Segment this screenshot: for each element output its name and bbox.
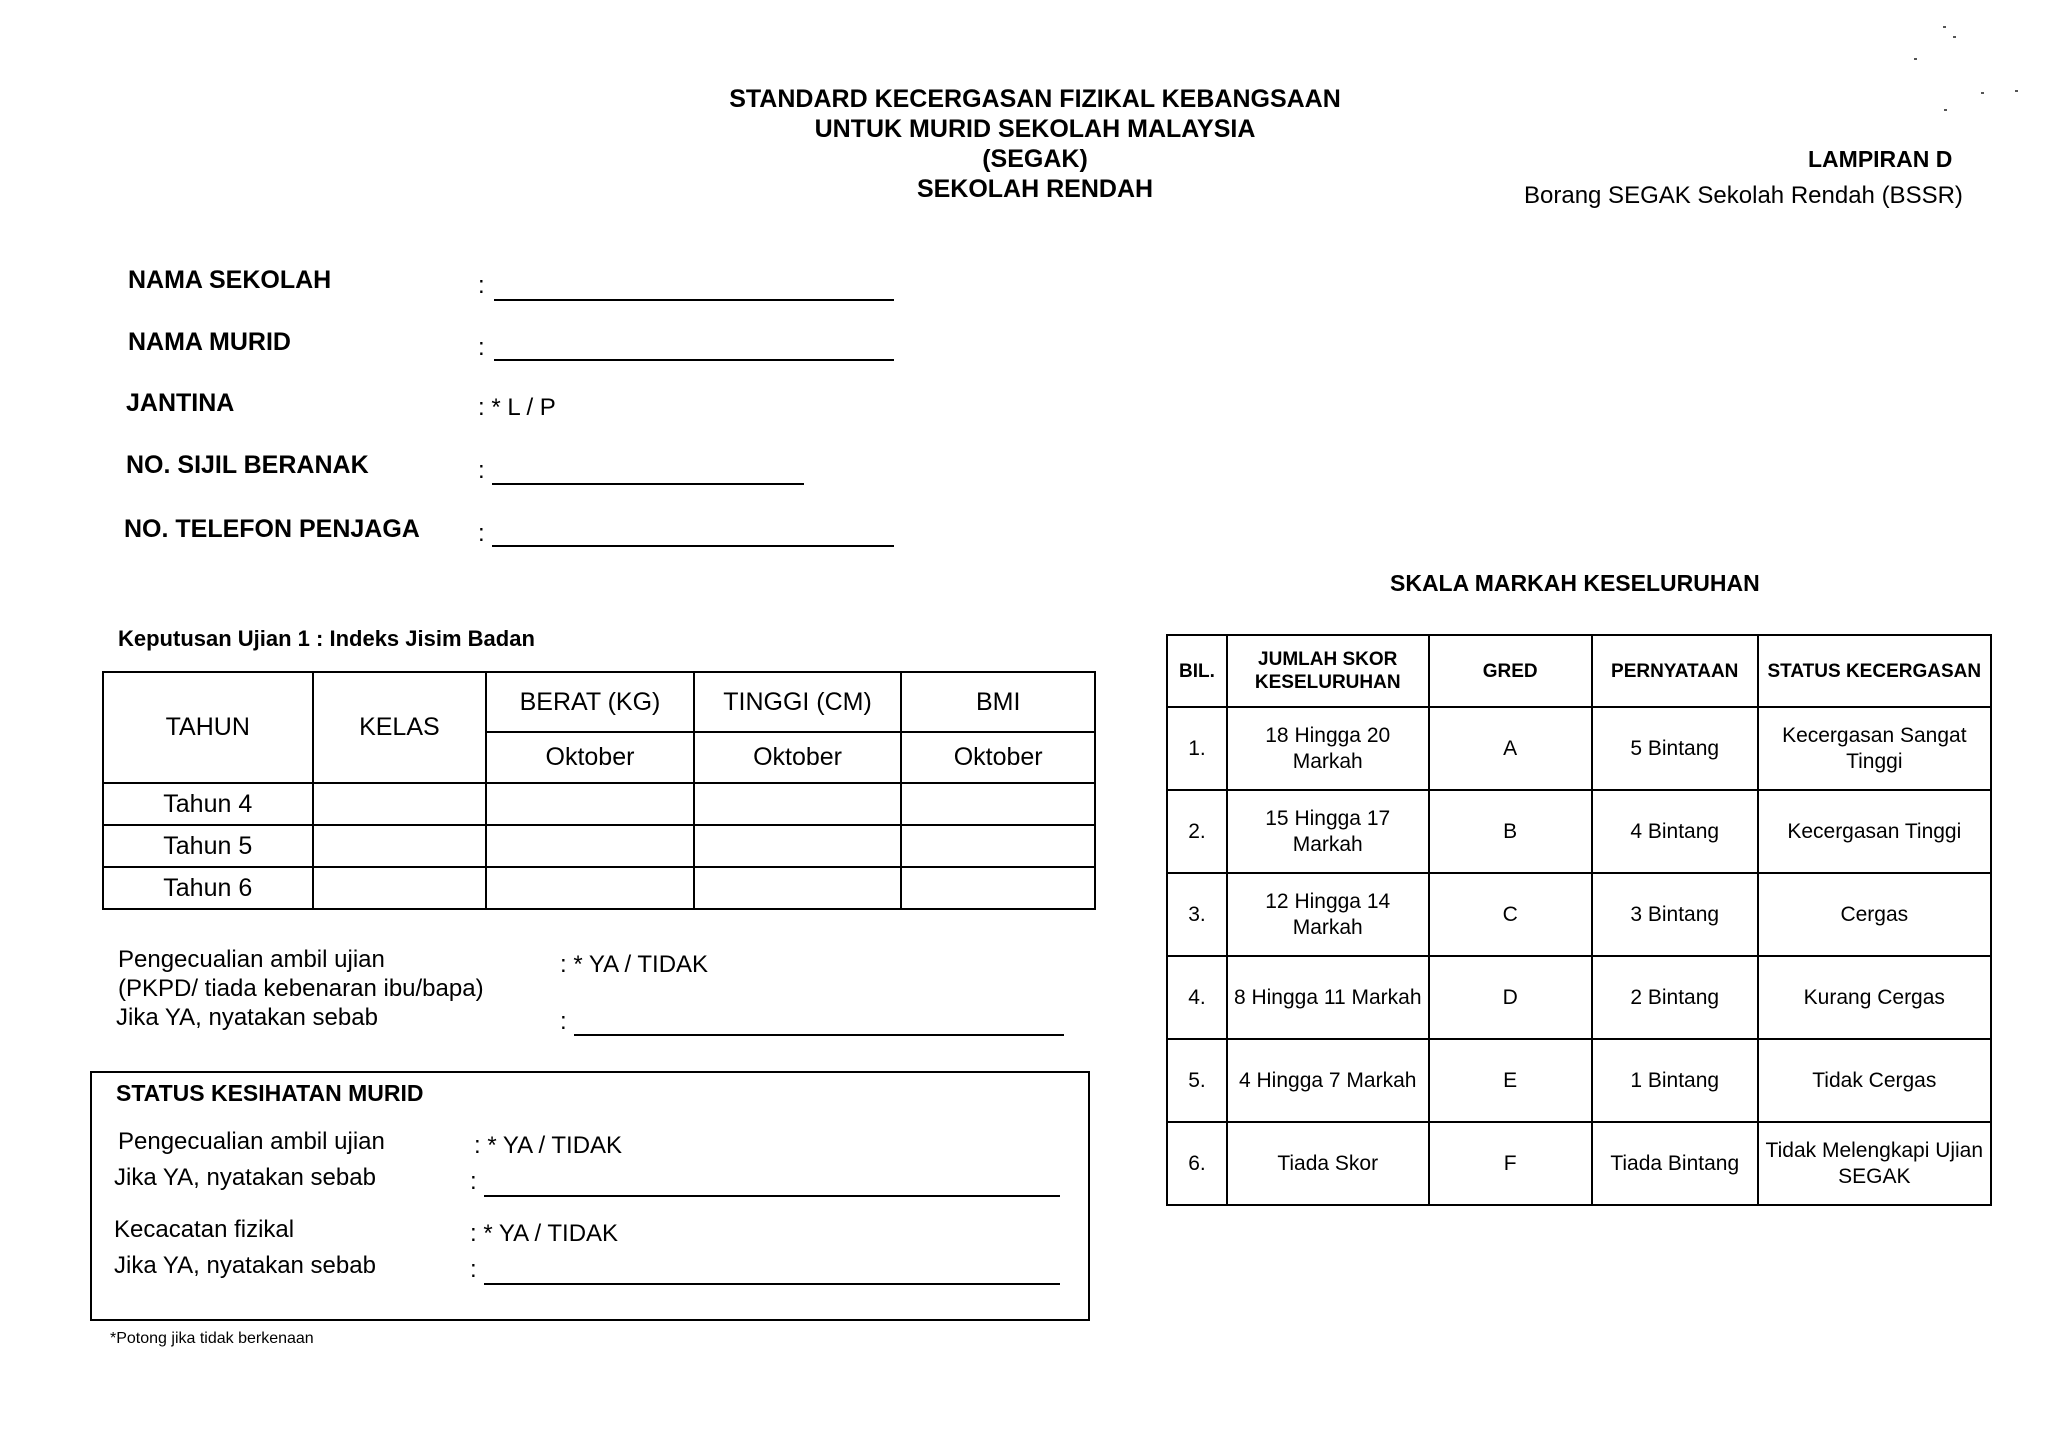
table-row	[1167, 707, 1991, 790]
class-cell[interactable]	[313, 867, 487, 909]
row-number: 3.	[1167, 873, 1227, 956]
exemption-label: Pengecualian ambil ujian	[118, 946, 385, 973]
guardian-phone-label: NO. TELEFON PENJAGA	[124, 515, 420, 543]
statement: 4 Bintang	[1592, 790, 1758, 873]
statement: 1 Bintang	[1592, 1039, 1758, 1122]
header-fitness-status: STATUS KECERGASAN	[1758, 635, 1991, 707]
bmi-cell[interactable]	[901, 825, 1095, 867]
disability-label: Kecacatan fizikal	[114, 1216, 295, 1243]
scan-speck	[1953, 36, 1956, 38]
title-line-4: SEKOLAH RENDAH	[916, 175, 1154, 203]
row-year: Tahun 4	[103, 783, 313, 825]
grade: C	[1429, 873, 1592, 956]
height-cell[interactable]	[694, 867, 902, 909]
table-row	[1167, 1039, 1991, 1122]
disability-reason-field[interactable]	[484, 1283, 1060, 1285]
grade: A	[1429, 707, 1592, 790]
birth-cert-field[interactable]	[492, 483, 804, 485]
health-exemption-options[interactable]: : * YA / TIDAK	[474, 1132, 623, 1159]
title-line-2: UNTUK MURID SEKOLAH MALAYSIA	[814, 115, 1256, 143]
exemption-options[interactable]: : * YA / TIDAK	[560, 951, 709, 978]
grade: F	[1429, 1122, 1592, 1205]
header-height-month: Oktober	[694, 732, 902, 783]
header-year: TAHUN	[103, 672, 313, 783]
statement: 2 Bintang	[1592, 956, 1758, 1039]
gender-options[interactable]: : * L / P	[478, 394, 556, 421]
guardian-phone-field[interactable]	[492, 545, 894, 547]
form-name: Borang SEGAK Sekolah Rendah (BSSR)	[1524, 182, 1963, 209]
health-status-title: STATUS KESIHATAN MURID	[116, 1080, 424, 1106]
grade: E	[1429, 1039, 1592, 1122]
fitness-status: Tidak Melengkapi Ujian SEGAK	[1758, 1122, 1991, 1205]
fitness-status: Cergas	[1758, 873, 1991, 956]
fitness-status: Tidak Cergas	[1758, 1039, 1991, 1122]
score-range: 12 Hingga 14 Markah	[1227, 873, 1429, 956]
fitness-status: Kecergasan Tinggi	[1758, 790, 1991, 873]
row-number: 2.	[1167, 790, 1227, 873]
disability-options[interactable]: : * YA / TIDAK	[470, 1220, 619, 1247]
bmi-cell[interactable]	[901, 783, 1095, 825]
scan-speck	[1914, 58, 1917, 60]
row-year: Tahun 5	[103, 825, 313, 867]
height-cell[interactable]	[694, 783, 902, 825]
form-title	[640, 84, 1430, 204]
scan-speck	[1944, 109, 1947, 111]
student-name-colon: :	[478, 334, 485, 361]
school-name-field[interactable]	[494, 299, 894, 301]
disability-reason-label: Jika YA, nyatakan sebab	[114, 1252, 376, 1279]
health-exemption-reason-colon: :	[470, 1168, 477, 1195]
exemption-reason-field[interactable]	[574, 1034, 1064, 1036]
title-line-3: (SEGAK)	[982, 145, 1088, 173]
score-scale-table	[1166, 634, 1992, 1206]
score-range: Tiada Skor	[1227, 1122, 1429, 1205]
statement: 3 Bintang	[1592, 873, 1758, 956]
exemption-reason-colon: :	[560, 1008, 567, 1035]
score-range: 4 Hingga 7 Markah	[1227, 1039, 1429, 1122]
bmi-cell[interactable]	[901, 867, 1095, 909]
header-class: KELAS	[313, 672, 487, 783]
exemption-reason-label: Jika YA, nyatakan sebab	[116, 1004, 378, 1031]
birth-cert-label: NO. SIJIL BERANAK	[126, 451, 369, 479]
table-row	[1167, 790, 1991, 873]
score-range: 15 Hingga 17 Markah	[1227, 790, 1429, 873]
row-year: Tahun 6	[103, 867, 313, 909]
height-cell[interactable]	[694, 825, 902, 867]
class-cell[interactable]	[313, 825, 487, 867]
table-row	[1167, 1122, 1991, 1205]
school-name-label: NAMA SEKOLAH	[128, 266, 332, 294]
school-name-colon: :	[478, 272, 485, 299]
header-height: TINGGI (CM)	[694, 672, 902, 732]
health-exemption-reason-label: Jika YA, nyatakan sebab	[114, 1164, 376, 1191]
table-row	[1167, 873, 1991, 956]
statement: Tiada Bintang	[1592, 1122, 1758, 1205]
scan-speck	[2015, 90, 2018, 92]
scale-title: SKALA MARKAH KESELURUHAN	[1390, 570, 1760, 596]
score-range: 8 Hingga 11 Markah	[1227, 956, 1429, 1039]
health-exemption-reason-field[interactable]	[484, 1195, 1060, 1197]
weight-cell[interactable]	[486, 867, 694, 909]
score-range: 18 Hingga 20 Markah	[1227, 707, 1429, 790]
health-exemption-label: Pengecualian ambil ujian	[118, 1128, 385, 1155]
header-statement: PERNYATAAN	[1592, 635, 1758, 707]
scan-speck	[1981, 92, 1984, 94]
class-cell[interactable]	[313, 783, 487, 825]
birth-cert-colon: :	[478, 457, 485, 484]
exemption-sublabel: (PKPD/ tiada kebenaran ibu/bapa)	[118, 975, 484, 1002]
header-total-score: JUMLAH SKOR KESELURUHAN	[1227, 635, 1429, 707]
test1-title: Keputusan Ujian 1 : Indeks Jisim Badan	[118, 626, 535, 651]
fitness-status: Kurang Cergas	[1758, 956, 1991, 1039]
grade: D	[1429, 956, 1592, 1039]
student-name-field[interactable]	[494, 359, 894, 361]
row-number: 5.	[1167, 1039, 1227, 1122]
footnote: *Potong jika tidak berkenaan	[110, 1330, 314, 1347]
statement: 5 Bintang	[1592, 707, 1758, 790]
scan-speck	[1943, 26, 1946, 28]
appendix-label: LAMPIRAN D	[1808, 146, 1953, 172]
weight-cell[interactable]	[486, 783, 694, 825]
header-weight: BERAT (KG)	[486, 672, 694, 732]
weight-cell[interactable]	[486, 825, 694, 867]
header-bmi-month: Oktober	[901, 732, 1095, 783]
student-name-label: NAMA MURID	[128, 328, 291, 356]
header-grade: GRED	[1429, 635, 1592, 707]
guardian-phone-colon: :	[478, 520, 485, 547]
disability-reason-colon: :	[470, 1256, 477, 1283]
row-number: 4.	[1167, 956, 1227, 1039]
row-number: 1.	[1167, 707, 1227, 790]
bmi-table	[102, 671, 1096, 910]
header-bil: BIL.	[1167, 635, 1227, 707]
grade: B	[1429, 790, 1592, 873]
table-row	[1167, 956, 1991, 1039]
header-bmi: BMI	[901, 672, 1095, 732]
gender-label: JANTINA	[126, 389, 235, 417]
header-weight-month: Oktober	[486, 732, 694, 783]
title-line-1: STANDARD KECERGASAN FIZIKAL KEBANGSAAN	[729, 85, 1341, 113]
fitness-status: Kecergasan Sangat Tinggi	[1758, 707, 1991, 790]
row-number: 6.	[1167, 1122, 1227, 1205]
